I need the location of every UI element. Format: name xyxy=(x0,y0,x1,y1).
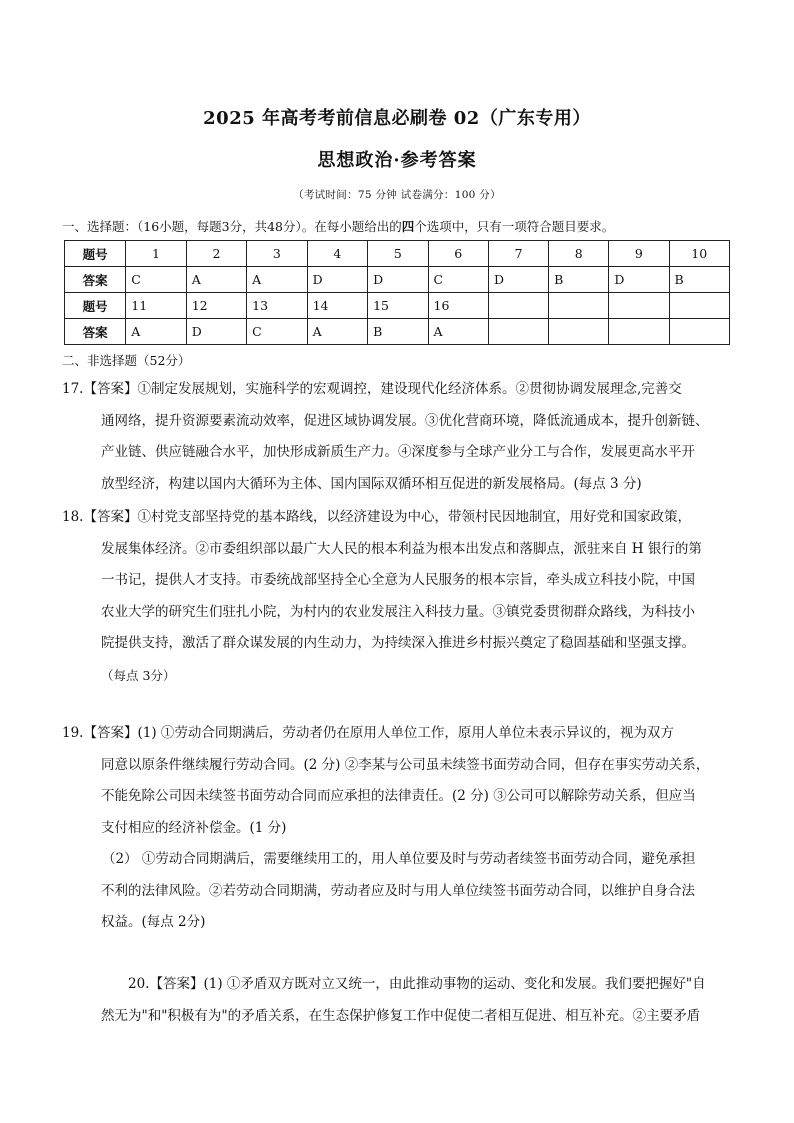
table-cell: 13 xyxy=(247,293,307,319)
table-cell: 5 xyxy=(368,241,428,267)
answer-20-line: 然无为"和"积极有为"的矛盾关系，在生态保护修复工作中促使二者相互促进、相互补充。②主要矛盾 xyxy=(101,1007,701,1024)
answer-18-line: 一书记，提供人才支持。市委统战部坚持全心全意为人民服务的根本宗旨，牵头成立科技小院，中国 xyxy=(101,572,695,588)
table-cell: 16 xyxy=(428,293,488,319)
table-cell: 7 xyxy=(488,241,548,267)
answer-19-line: 支付相应的经济补偿金。(1 分) xyxy=(101,819,287,836)
table-cell xyxy=(549,319,609,345)
table-cell xyxy=(488,293,548,319)
table-cell: 12 xyxy=(186,293,246,319)
row-label-number: 题号 xyxy=(65,293,126,319)
table-cell xyxy=(609,293,669,319)
table-cell: D xyxy=(368,267,428,293)
answer-20 xyxy=(101,969,748,1032)
table-cell: 1 xyxy=(126,241,186,267)
table-cell: C xyxy=(126,267,186,293)
answer-19-line: 不能免除公司因未续签书面劳动合同而应承担的法律责任。(2 分) ③公司可以解除劳动关系，但应当 xyxy=(101,788,696,804)
row-label-number: 题号 xyxy=(65,241,126,267)
exam-info: （考试时间：75 分钟 试卷满分：100 分） xyxy=(293,189,501,201)
answer-18-line: 18.【答案】①村党支部坚持党的基本路线，以经济建设为中心，带领村民因地制宜，用好党和国家政策， xyxy=(62,509,691,525)
answer-19-line: 权益。(每点 2分) xyxy=(101,914,206,930)
answer-18 xyxy=(62,502,734,691)
answer-18-line: 发展集体经济。②市委组织部以最广大人民的根本利益为根本出发点和落脚点，派驻来自 H 银行的第 xyxy=(101,540,702,557)
table-cell xyxy=(609,319,669,345)
answer-17-line: 放型经济，构建以国内大循环为主体、国内国际双循环相互促进的新发展格局。(每点 3 分) xyxy=(101,475,642,492)
table-cell: B xyxy=(549,267,609,293)
section-1-heading-prefix: 一、选择题：（16小题，每题3分，共48分）。在每小题给出的 xyxy=(62,219,402,234)
section-1-heading-bold: 四 xyxy=(401,219,415,234)
table-cell: D xyxy=(488,267,548,293)
table-cell xyxy=(488,319,548,345)
table-cell: A xyxy=(428,319,488,345)
page-title: 2025 年高考考前信息必刷卷 02（广东专用） xyxy=(203,108,591,129)
table-cell: D xyxy=(186,319,246,345)
table-cell: 14 xyxy=(307,293,367,319)
answer-17-line: 17.【答案】①制定发展规划，实施科学的宏观调控，建设现代化经济体系。②贯彻协调发展理念,完善交 xyxy=(62,381,682,397)
row-label-answer: 答案 xyxy=(65,267,126,293)
table-cell: 15 xyxy=(368,293,428,319)
answer-20-line: 20.【答案】(1) ①矛盾双方既对立又统一，由此推动事物的运动、变化和发展。我们要把握好"自 xyxy=(128,976,706,992)
table-cell: D xyxy=(609,267,669,293)
answer-18-line: （每点 3分） xyxy=(101,667,176,683)
table-cell: A xyxy=(126,319,186,345)
table-cell: 8 xyxy=(549,241,609,267)
table-row xyxy=(65,267,730,293)
table-cell: 3 xyxy=(247,241,307,267)
table-cell xyxy=(669,293,730,319)
table-cell: C xyxy=(247,319,307,345)
table-row xyxy=(65,241,730,267)
table-cell: 9 xyxy=(609,241,669,267)
answer-17-line: 产业链、供应链融合水平，加快形成新质生产力。④深度参与全球产业分工与合作，发展更高水平开 xyxy=(101,444,695,460)
answer-18-line: 农业大学的研究生们驻扎小院，为村内的农业发展注入科技力量。③镇党委贯彻群众路线，为科技小 xyxy=(101,603,695,620)
table-cell: 10 xyxy=(669,241,730,267)
table-cell: A xyxy=(186,267,246,293)
answer-17 xyxy=(62,374,734,500)
table-cell: A xyxy=(247,267,307,293)
answer-19-line: （2） ①劳动合同期满后，需要继续用工的，用人单位要及时与劳动者续签书面劳动合同，避免承担 xyxy=(102,851,696,867)
table-cell: 2 xyxy=(186,241,246,267)
table-cell: 6 xyxy=(428,241,488,267)
section-2-heading: 二、非选择题（52分） xyxy=(62,353,191,368)
table-row xyxy=(65,293,730,319)
row-label-answer: 答案 xyxy=(65,319,126,345)
section-1-heading-suffix: 个选项中，只有一项符合题目要求。 xyxy=(414,219,615,234)
table-cell xyxy=(549,293,609,319)
answer-19-line: 同意以原条件继续履行劳动合同。(2 分) ②李某与公司虽未续签书面劳动合同，但存在事实劳动关系， xyxy=(101,756,710,773)
table-cell: 11 xyxy=(126,293,186,319)
table-row xyxy=(65,319,730,345)
section-1-heading xyxy=(62,217,742,235)
table-cell: B xyxy=(368,319,428,345)
answer-table xyxy=(64,240,730,345)
table-cell: 4 xyxy=(307,241,367,267)
table-cell: B xyxy=(669,267,730,293)
answer-19-line: 19.【答案】(1) ①劳动合同期满后，劳动者仍在原用人单位工作，原用人单位未表示异议的，视为双方 xyxy=(62,725,674,741)
answer-19-line: 不利的法律风险。②若劳动合同期满，劳动者应及时与用人单位续签书面劳动合同，以维护自身合法 xyxy=(101,882,695,899)
table-cell: A xyxy=(307,319,367,345)
answer-18-line: 院提供支持，激活了群众谋发展的内生动力，为持续深入推进乡村振兴奠定了稳固基础和坚强支撑。 xyxy=(101,635,695,651)
answer-17-line: 通网络，提升资源要素流动效率，促进区域协调发展。③优化营商环境，降低流通成本，提升创新链、 xyxy=(101,412,709,429)
page-subtitle: 思想政治·参考答案 xyxy=(317,150,477,171)
answer-19 xyxy=(62,718,734,939)
table-cell: C xyxy=(428,267,488,293)
table-cell xyxy=(669,319,730,345)
table-cell: D xyxy=(307,267,367,293)
